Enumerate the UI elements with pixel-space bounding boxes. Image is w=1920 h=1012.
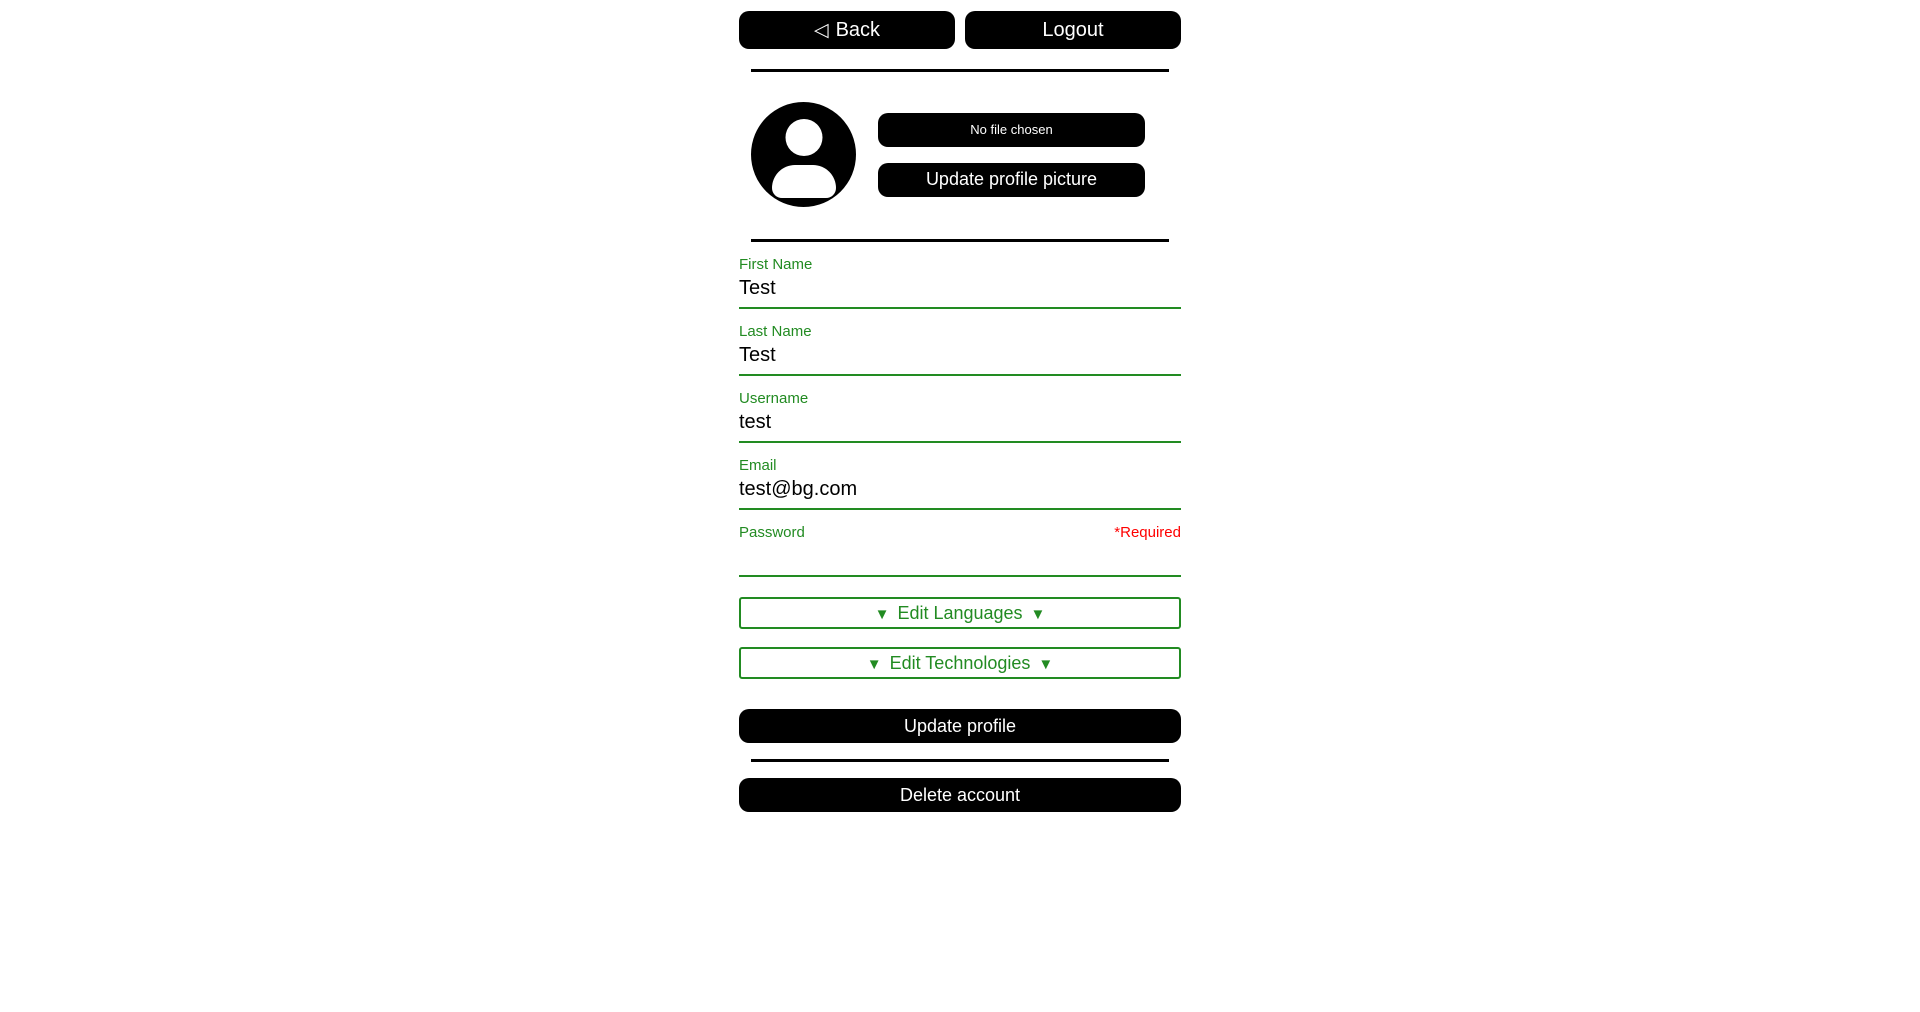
first-name-label: First Name xyxy=(739,256,813,273)
choose-file-button[interactable]: No file chosen xyxy=(878,113,1145,147)
username-label: Username xyxy=(739,390,809,407)
back-arrow-icon: ◁ xyxy=(813,19,829,41)
username-field xyxy=(739,390,1181,443)
divider-top xyxy=(751,69,1169,72)
chevron-down-icon: ▼ xyxy=(1038,655,1054,673)
edit-technologies-label: Edit Technologies xyxy=(889,652,1031,673)
person-icon-body xyxy=(772,165,836,198)
password-input[interactable] xyxy=(739,542,1181,570)
top-button-row xyxy=(739,11,1181,49)
email-label: Email xyxy=(739,457,777,474)
avatar xyxy=(751,102,856,207)
edit-languages-label: Edit Languages xyxy=(897,602,1023,623)
divider-delete xyxy=(751,759,1169,762)
password-label: Password xyxy=(739,524,805,541)
edit-technologies-button[interactable] xyxy=(739,647,1181,679)
back-button-label: Back xyxy=(835,18,881,41)
profile-picture-buttons xyxy=(878,113,1145,197)
back-button[interactable] xyxy=(739,11,955,49)
email-field xyxy=(739,457,1181,510)
edit-languages-button[interactable] xyxy=(739,597,1181,629)
first-name-input[interactable] xyxy=(739,274,1181,302)
chevron-down-icon: ▼ xyxy=(1030,605,1046,623)
password-field xyxy=(739,524,1181,577)
email-input[interactable] xyxy=(739,475,1181,503)
divider-avatar xyxy=(751,239,1169,242)
last-name-label: Last Name xyxy=(739,323,812,340)
person-icon xyxy=(785,119,822,156)
password-required-note: *Required xyxy=(1114,524,1181,541)
first-name-field xyxy=(739,256,1181,309)
username-input[interactable] xyxy=(739,408,1181,436)
update-profile-picture-button[interactable]: Update profile picture xyxy=(878,163,1145,197)
logout-button[interactable]: Logout xyxy=(965,11,1181,49)
delete-account-button[interactable]: Delete account xyxy=(739,778,1181,812)
profile-panel xyxy=(739,0,1181,812)
chevron-down-icon: ▼ xyxy=(866,655,882,673)
last-name-field xyxy=(739,323,1181,376)
update-profile-button[interactable]: Update profile xyxy=(739,709,1181,743)
profile-picture-section xyxy=(751,102,1169,207)
chevron-down-icon: ▼ xyxy=(874,605,890,623)
last-name-input[interactable] xyxy=(739,341,1181,369)
